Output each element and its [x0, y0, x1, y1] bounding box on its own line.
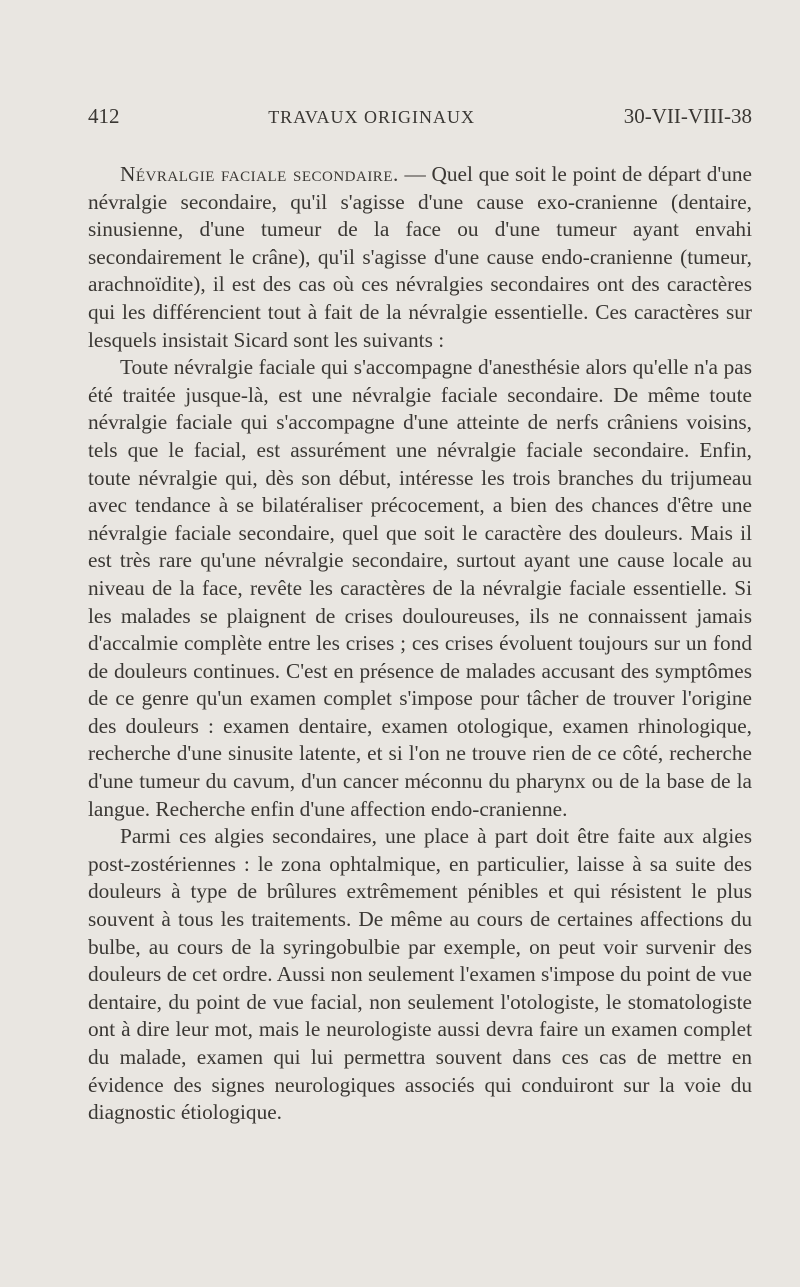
paragraph-text: — Quel que soit le point de départ d'une névralgie secondaire, qu'il s'agisse d'une cause exo-cranienne (dentaire, sinusienne, d'une tumeur de la face ou d'une tumeur ayant envahi secondairement le crâne), qu'il s'agisse d'une cause endo-cranienne (tumeur, arachnoïdite), il est des cas où ces névralgies secondaires ont des caractères qui les différencient tout à fait de la névralgie essentielle. Ces caractères sur lesquels insistait Sicard sont les suivants : — [88, 162, 752, 352]
running-head — [88, 104, 752, 129]
body-text — [88, 161, 752, 1127]
page-number: 412 — [88, 104, 120, 128]
section-heading: Névralgie faciale secondaire. — [120, 162, 399, 186]
paragraph-3: Parmi ces algies secondaires, une place à part doit être faite aux algies post-zostériennes : le zona ophtalmique, en particulier, laisse à sa suite des douleurs à type de brûlures extrêmement pénibles et qui résistent le plus souvent à tous les traitements. De même au cours de certaines affections du bulbe, au cours de la syringobulbie par exemple, on peut voir survenir des douleurs de cet ordre. Aussi non seulement l'examen s'impose du point de vue dentaire, du point de vue facial, non seulement l'otologiste, le stomatologiste ont à dire leur mot, mais le neurologiste aussi devra faire un examen complet du malade, examen qui lui permettra souvent dans ces cas de mettre en évidence des signes neurologiques associés qui conduiront sur la voie du diagnostic étiologique. — [88, 824, 752, 1125]
paragraph-1 — [88, 161, 752, 354]
issue-reference: 30-VII-VIII-38 — [623, 104, 752, 128]
paragraph-2: Toute névralgie faciale qui s'accompagne d'anesthésie alors qu'elle n'a pas été traitée jusque-là, est une névralgie faciale secondaire. De même toute névralgie faciale qui s'accompagne d'une atteinte de nerfs crâniens voisins, tels que le facial, est assurément une névralgie faciale secondaire. Enfin, toute névralgie qui, dès son début, intéresse les trois branches du trijumeau avec tendance à se bilatéraliser précocement, a bien des chances d'être une névralgie faciale secondaire, quel que soit le caractère des douleurs. Mais il est très rare qu'une névralgie secondaire, surtout ayant une cause locale au niveau de la face, revête les caractères de la névralgie faciale essentielle. Si les malades se plaignent de crises douloureuses, ils ne connaissent jamais d'accalmie complète entre les crises ; ces crises évoluent toujours sur un fond de douleurs continues. C'est en présence de malades accusant des symptômes de ce genre qu'un examen complet s'impose pour tâcher de trouver l'origine des douleurs : examen dentaire, examen otologique, examen rhinologique, recherche d'une sinusite latente, et si l'on ne trouve rien de ce côté, recherche d'une tumeur du cavum, d'un cancer méconnu du pharynx ou de la base de la langue. Recherche enfin d'une affection endo-cranienne. — [88, 355, 752, 821]
running-title: TRAVAUX ORIGINAUX — [268, 107, 476, 127]
